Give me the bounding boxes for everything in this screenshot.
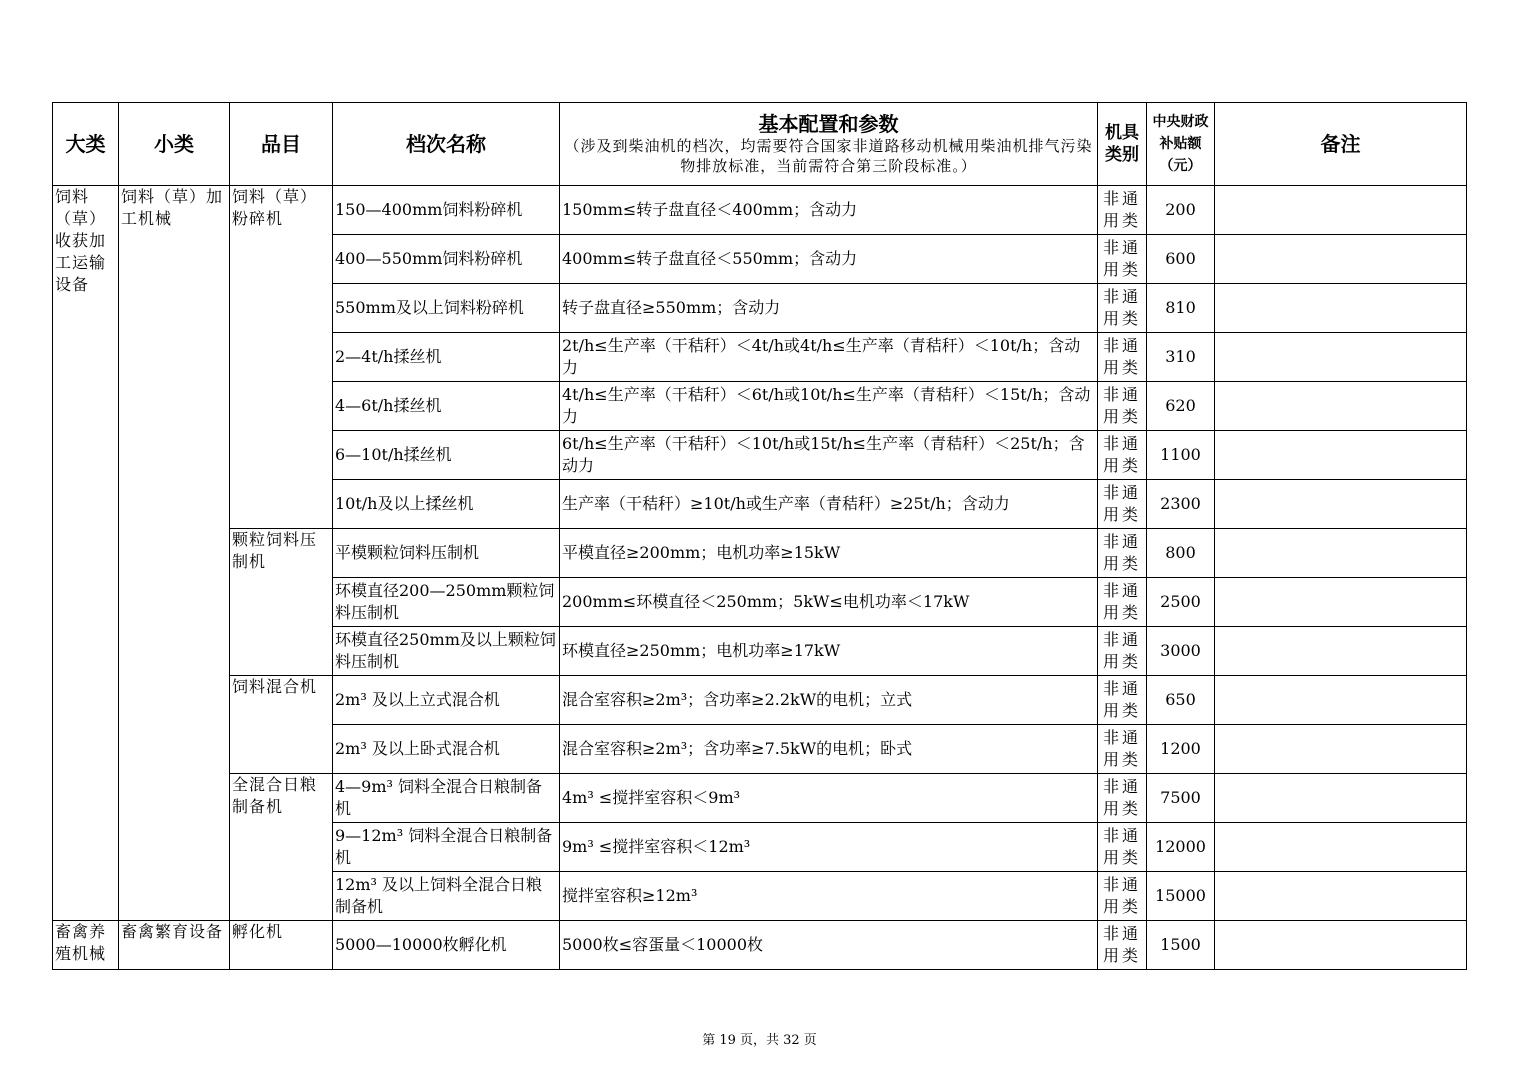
params-cell: 混合室容积≥2m³；含功率≥7.5kW的电机；卧式 <box>560 725 1098 774</box>
params-cell: 2t/h≤生产率（干秸秆）＜4t/h或4t/h≤生产率（青秸秆）＜10t/h；含动力 <box>560 333 1098 382</box>
remarks-cell <box>1215 480 1467 529</box>
header-machine-type: 机具类别 <box>1098 103 1147 186</box>
subsidy-cell: 2500 <box>1147 578 1215 627</box>
subsidy-cell: 310 <box>1147 333 1215 382</box>
grade-cell: 4—9m³ 饲料全混合日粮制备机 <box>333 774 560 823</box>
params-cell: 4m³ ≤搅拌室容积＜9m³ <box>560 774 1098 823</box>
header-row <box>53 103 1467 186</box>
params-cell: 搅拌室容积≥12m³ <box>560 872 1098 921</box>
header-subcategory: 小类 <box>119 103 230 186</box>
type-cell: 非通用类 <box>1098 676 1147 725</box>
subsidy-cell: 1100 <box>1147 431 1215 480</box>
type-cell: 非通用类 <box>1098 921 1147 970</box>
header-subsidy: 中央财政补贴额（元） <box>1147 103 1215 186</box>
type-cell: 非通用类 <box>1098 823 1147 872</box>
subsidy-cell: 810 <box>1147 284 1215 333</box>
subsidy-cell: 800 <box>1147 529 1215 578</box>
subsidy-cell: 620 <box>1147 382 1215 431</box>
type-cell: 非通用类 <box>1098 480 1147 529</box>
type-cell: 非通用类 <box>1098 725 1147 774</box>
subsidy-cell: 1500 <box>1147 921 1215 970</box>
subsidy-cell: 7500 <box>1147 774 1215 823</box>
header-params <box>560 103 1098 186</box>
subsidy-cell: 15000 <box>1147 872 1215 921</box>
grade-cell: 平模颗粒饲料压制机 <box>333 529 560 578</box>
subcategory-cell: 畜禽繁育设备 <box>119 921 230 970</box>
page-footer: 第 19 页，共 32 页 <box>702 1033 817 1048</box>
type-cell: 非通用类 <box>1098 333 1147 382</box>
params-cell: 9m³ ≤搅拌室容积＜12m³ <box>560 823 1098 872</box>
params-cell: 150mm≤转子盘直径＜400mm；含动力 <box>560 186 1098 235</box>
grade-cell: 12m³ 及以上饲料全混合日粮制备机 <box>333 872 560 921</box>
header-remarks: 备注 <box>1215 103 1467 186</box>
table-row <box>53 774 1467 823</box>
params-cell: 平模直径≥200mm；电机功率≥15kW <box>560 529 1098 578</box>
header-grade-name: 档次名称 <box>333 103 560 186</box>
header-params-title: 基本配置和参数 <box>758 112 899 136</box>
subcategory-cell: 饲料（草）加工机械 <box>119 186 230 921</box>
remarks-cell <box>1215 578 1467 627</box>
grade-cell: 10t/h及以上揉丝机 <box>333 480 560 529</box>
params-cell: 6t/h≤生产率（干秸秆）＜10t/h或15t/h≤生产率（青秸秆）＜25t/h；含动力 <box>560 431 1098 480</box>
remarks-cell <box>1215 627 1467 676</box>
grade-cell: 9—12m³ 饲料全混合日粮制备机 <box>333 823 560 872</box>
grade-cell: 150—400mm饲料粉碎机 <box>333 186 560 235</box>
params-cell: 环模直径≥250mm；电机功率≥17kW <box>560 627 1098 676</box>
type-cell: 非通用类 <box>1098 529 1147 578</box>
remarks-cell <box>1215 823 1467 872</box>
params-cell: 4t/h≤生产率（干秸秆）＜6t/h或10t/h≤生产率（青秸秆）＜15t/h；含动力 <box>560 382 1098 431</box>
type-cell: 非通用类 <box>1098 186 1147 235</box>
grade-cell: 2m³ 及以上立式混合机 <box>333 676 560 725</box>
subsidy-cell: 12000 <box>1147 823 1215 872</box>
remarks-cell <box>1215 382 1467 431</box>
grade-cell: 环模直径200—250mm颗粒饲料压制机 <box>333 578 560 627</box>
type-cell: 非通用类 <box>1098 382 1147 431</box>
grade-cell: 5000—10000枚孵化机 <box>333 921 560 970</box>
type-cell: 非通用类 <box>1098 872 1147 921</box>
remarks-cell <box>1215 235 1467 284</box>
item-cell: 全混合日粮制备机 <box>230 774 333 921</box>
grade-cell: 550mm及以上饲料粉碎机 <box>333 284 560 333</box>
remarks-cell <box>1215 333 1467 382</box>
item-cell: 孵化机 <box>230 921 333 970</box>
subsidy-cell: 200 <box>1147 186 1215 235</box>
subsidy-cell: 600 <box>1147 235 1215 284</box>
category-cell: 饲料（草）收获加工运输设备 <box>53 186 119 921</box>
params-cell: 200mm≤环模直径＜250mm；5kW≤电机功率＜17kW <box>560 578 1098 627</box>
grade-cell: 6—10t/h揉丝机 <box>333 431 560 480</box>
grade-cell: 2m³ 及以上卧式混合机 <box>333 725 560 774</box>
grade-cell: 400—550mm饲料粉碎机 <box>333 235 560 284</box>
grade-cell: 2—4t/h揉丝机 <box>333 333 560 382</box>
grade-cell: 4—6t/h揉丝机 <box>333 382 560 431</box>
type-cell: 非通用类 <box>1098 235 1147 284</box>
item-cell: 颗粒饲料压制机 <box>230 529 333 676</box>
params-cell: 400mm≤转子盘直径＜550mm；含动力 <box>560 235 1098 284</box>
table-row <box>53 676 1467 725</box>
grade-cell: 环模直径250mm及以上颗粒饲料压制机 <box>333 627 560 676</box>
type-cell: 非通用类 <box>1098 578 1147 627</box>
header-category: 大类 <box>53 103 119 186</box>
params-cell: 生产率（干秸秆）≥10t/h或生产率（青秸秆）≥25t/h；含动力 <box>560 480 1098 529</box>
remarks-cell <box>1215 676 1467 725</box>
category-cell: 畜禽养殖机械 <box>53 921 119 970</box>
type-cell: 非通用类 <box>1098 774 1147 823</box>
subsidy-cell: 650 <box>1147 676 1215 725</box>
remarks-cell <box>1215 774 1467 823</box>
table-row <box>53 921 1467 970</box>
remarks-cell <box>1215 186 1467 235</box>
item-cell: 饲料混合机 <box>230 676 333 774</box>
type-cell: 非通用类 <box>1098 627 1147 676</box>
header-item: 品目 <box>230 103 333 186</box>
params-cell: 转子盘直径≥550mm；含动力 <box>560 284 1098 333</box>
table-row <box>53 529 1467 578</box>
remarks-cell <box>1215 725 1467 774</box>
subsidy-cell: 3000 <box>1147 627 1215 676</box>
subsidy-cell: 2300 <box>1147 480 1215 529</box>
subsidy-table <box>52 102 1467 970</box>
params-cell: 5000枚≤容蛋量＜10000枚 <box>560 921 1098 970</box>
remarks-cell <box>1215 921 1467 970</box>
remarks-cell <box>1215 284 1467 333</box>
remarks-cell <box>1215 529 1467 578</box>
header-params-note: （涉及到柴油机的档次，均需要符合国家非道路移动机械用柴油机排气污染物排放标准，当前需符合第三阶段标准。） <box>564 137 1093 175</box>
remarks-cell <box>1215 431 1467 480</box>
type-cell: 非通用类 <box>1098 284 1147 333</box>
subsidy-cell: 1200 <box>1147 725 1215 774</box>
params-cell: 混合室容积≥2m³；含功率≥2.2kW的电机；立式 <box>560 676 1098 725</box>
table-row <box>53 186 1467 235</box>
item-cell: 饲料（草）粉碎机 <box>230 186 333 529</box>
type-cell: 非通用类 <box>1098 431 1147 480</box>
remarks-cell <box>1215 872 1467 921</box>
